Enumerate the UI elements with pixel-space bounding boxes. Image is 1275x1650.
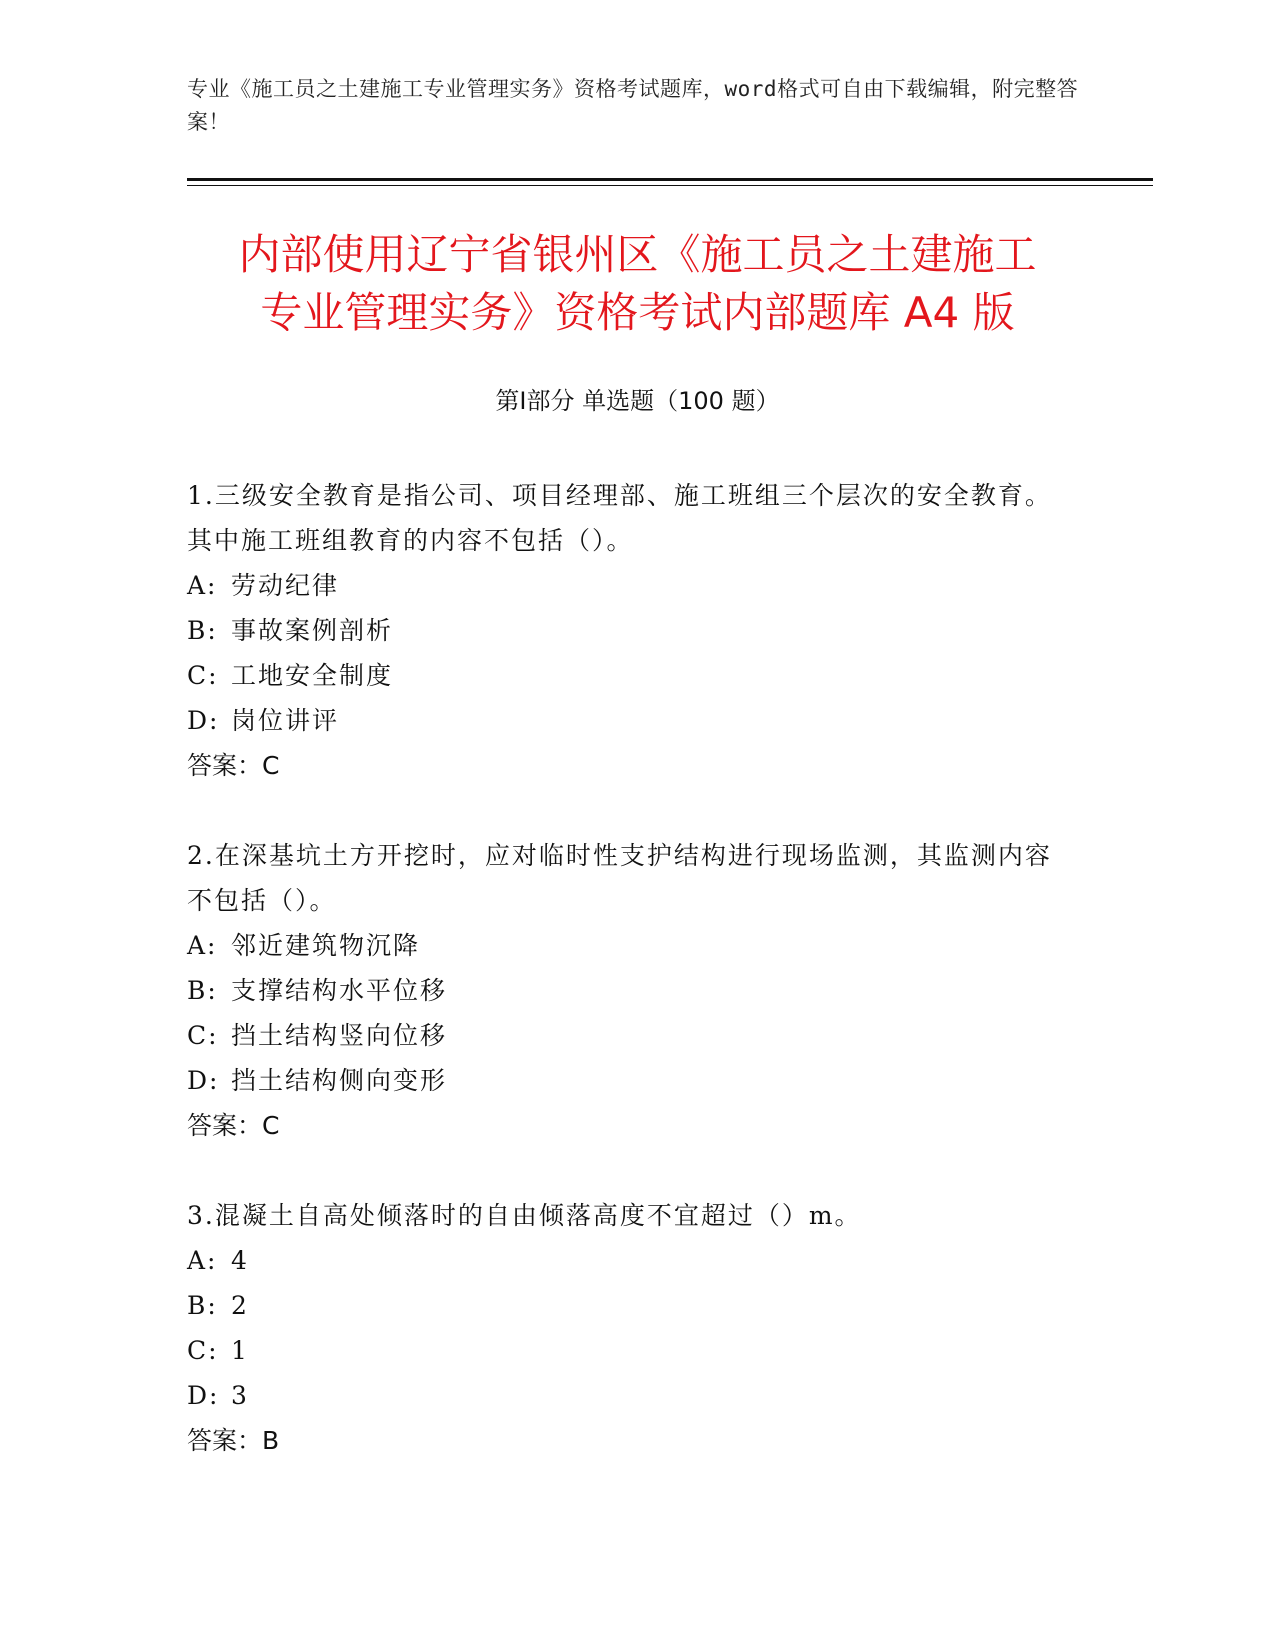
option-letter: C:: [187, 1021, 219, 1050]
option-letter: C:: [187, 661, 219, 690]
header-note: 专业《施工员之土建施工专业管理实务》资格考试题库，word格式可自由下载编辑，附完整答案！: [187, 77, 1079, 134]
option-a: [187, 923, 1067, 968]
header-rule-thin: [187, 185, 1153, 186]
option-a: [187, 563, 1067, 608]
option-d: [187, 698, 1067, 743]
option-text: 2: [231, 1291, 249, 1320]
option-letter: A:: [187, 571, 218, 600]
title-line-2: 专业管理实务》资格考试内部题库 A4 版: [260, 288, 1015, 337]
document-title: [100, 226, 1175, 342]
option-c: [187, 653, 1067, 698]
question-stem: 2.在深基坑土方开挖时，应对临时性支护结构进行现场监测，其监测内容不包括（）。: [187, 841, 1052, 915]
option-letter: D:: [187, 706, 220, 735]
option-letter: A:: [187, 1246, 218, 1275]
option-text: 事故案例剖析: [231, 616, 394, 645]
question-2: [187, 833, 1067, 1148]
header-rule-thick: [187, 178, 1153, 181]
option-letter: A:: [187, 931, 218, 960]
option-letter: D:: [187, 1381, 220, 1410]
option-text: 1: [231, 1336, 249, 1365]
option-b: [187, 1283, 1067, 1328]
option-b: [187, 968, 1067, 1013]
option-text: 劳动纪律: [231, 571, 340, 600]
answer: 答案：C: [187, 1111, 280, 1140]
option-text: 挡土结构竖向位移: [231, 1021, 448, 1050]
title-line-1: 内部使用辽宁省银州区《施工员之土建施工: [238, 230, 1037, 279]
option-text: 工地安全制度: [231, 661, 394, 690]
option-text: 挡土结构侧向变形: [231, 1066, 448, 1095]
section-heading: 第Ⅰ部分 单选题（100 题）: [495, 387, 780, 415]
option-a: [187, 1238, 1067, 1283]
option-d: [187, 1058, 1067, 1103]
option-c: [187, 1013, 1067, 1058]
option-b: [187, 608, 1067, 653]
question-1: [187, 473, 1067, 788]
question-3: [187, 1193, 1067, 1463]
option-c: [187, 1328, 1067, 1373]
option-letter: D:: [187, 1066, 220, 1095]
option-text: 3: [231, 1381, 249, 1410]
answer: 答案：B: [187, 1426, 280, 1455]
option-text: 邻近建筑物沉降: [231, 931, 421, 960]
question-stem: 1.三级安全教育是指公司、项目经理部、施工班组三个层次的安全教育。其中施工班组教育的内容不包括（）。: [187, 481, 1052, 555]
option-text: 支撑结构水平位移: [231, 976, 448, 1005]
option-letter: B:: [187, 1291, 218, 1320]
answer: 答案：C: [187, 751, 280, 780]
option-letter: C:: [187, 1336, 219, 1365]
option-letter: B:: [187, 616, 218, 645]
question-stem: 3.混凝土自高处倾落时的自由倾落高度不宜超过（）m。: [187, 1201, 862, 1230]
option-letter: B:: [187, 976, 218, 1005]
option-text: 岗位讲评: [231, 706, 340, 735]
option-d: [187, 1373, 1067, 1418]
option-text: 4: [231, 1246, 249, 1275]
